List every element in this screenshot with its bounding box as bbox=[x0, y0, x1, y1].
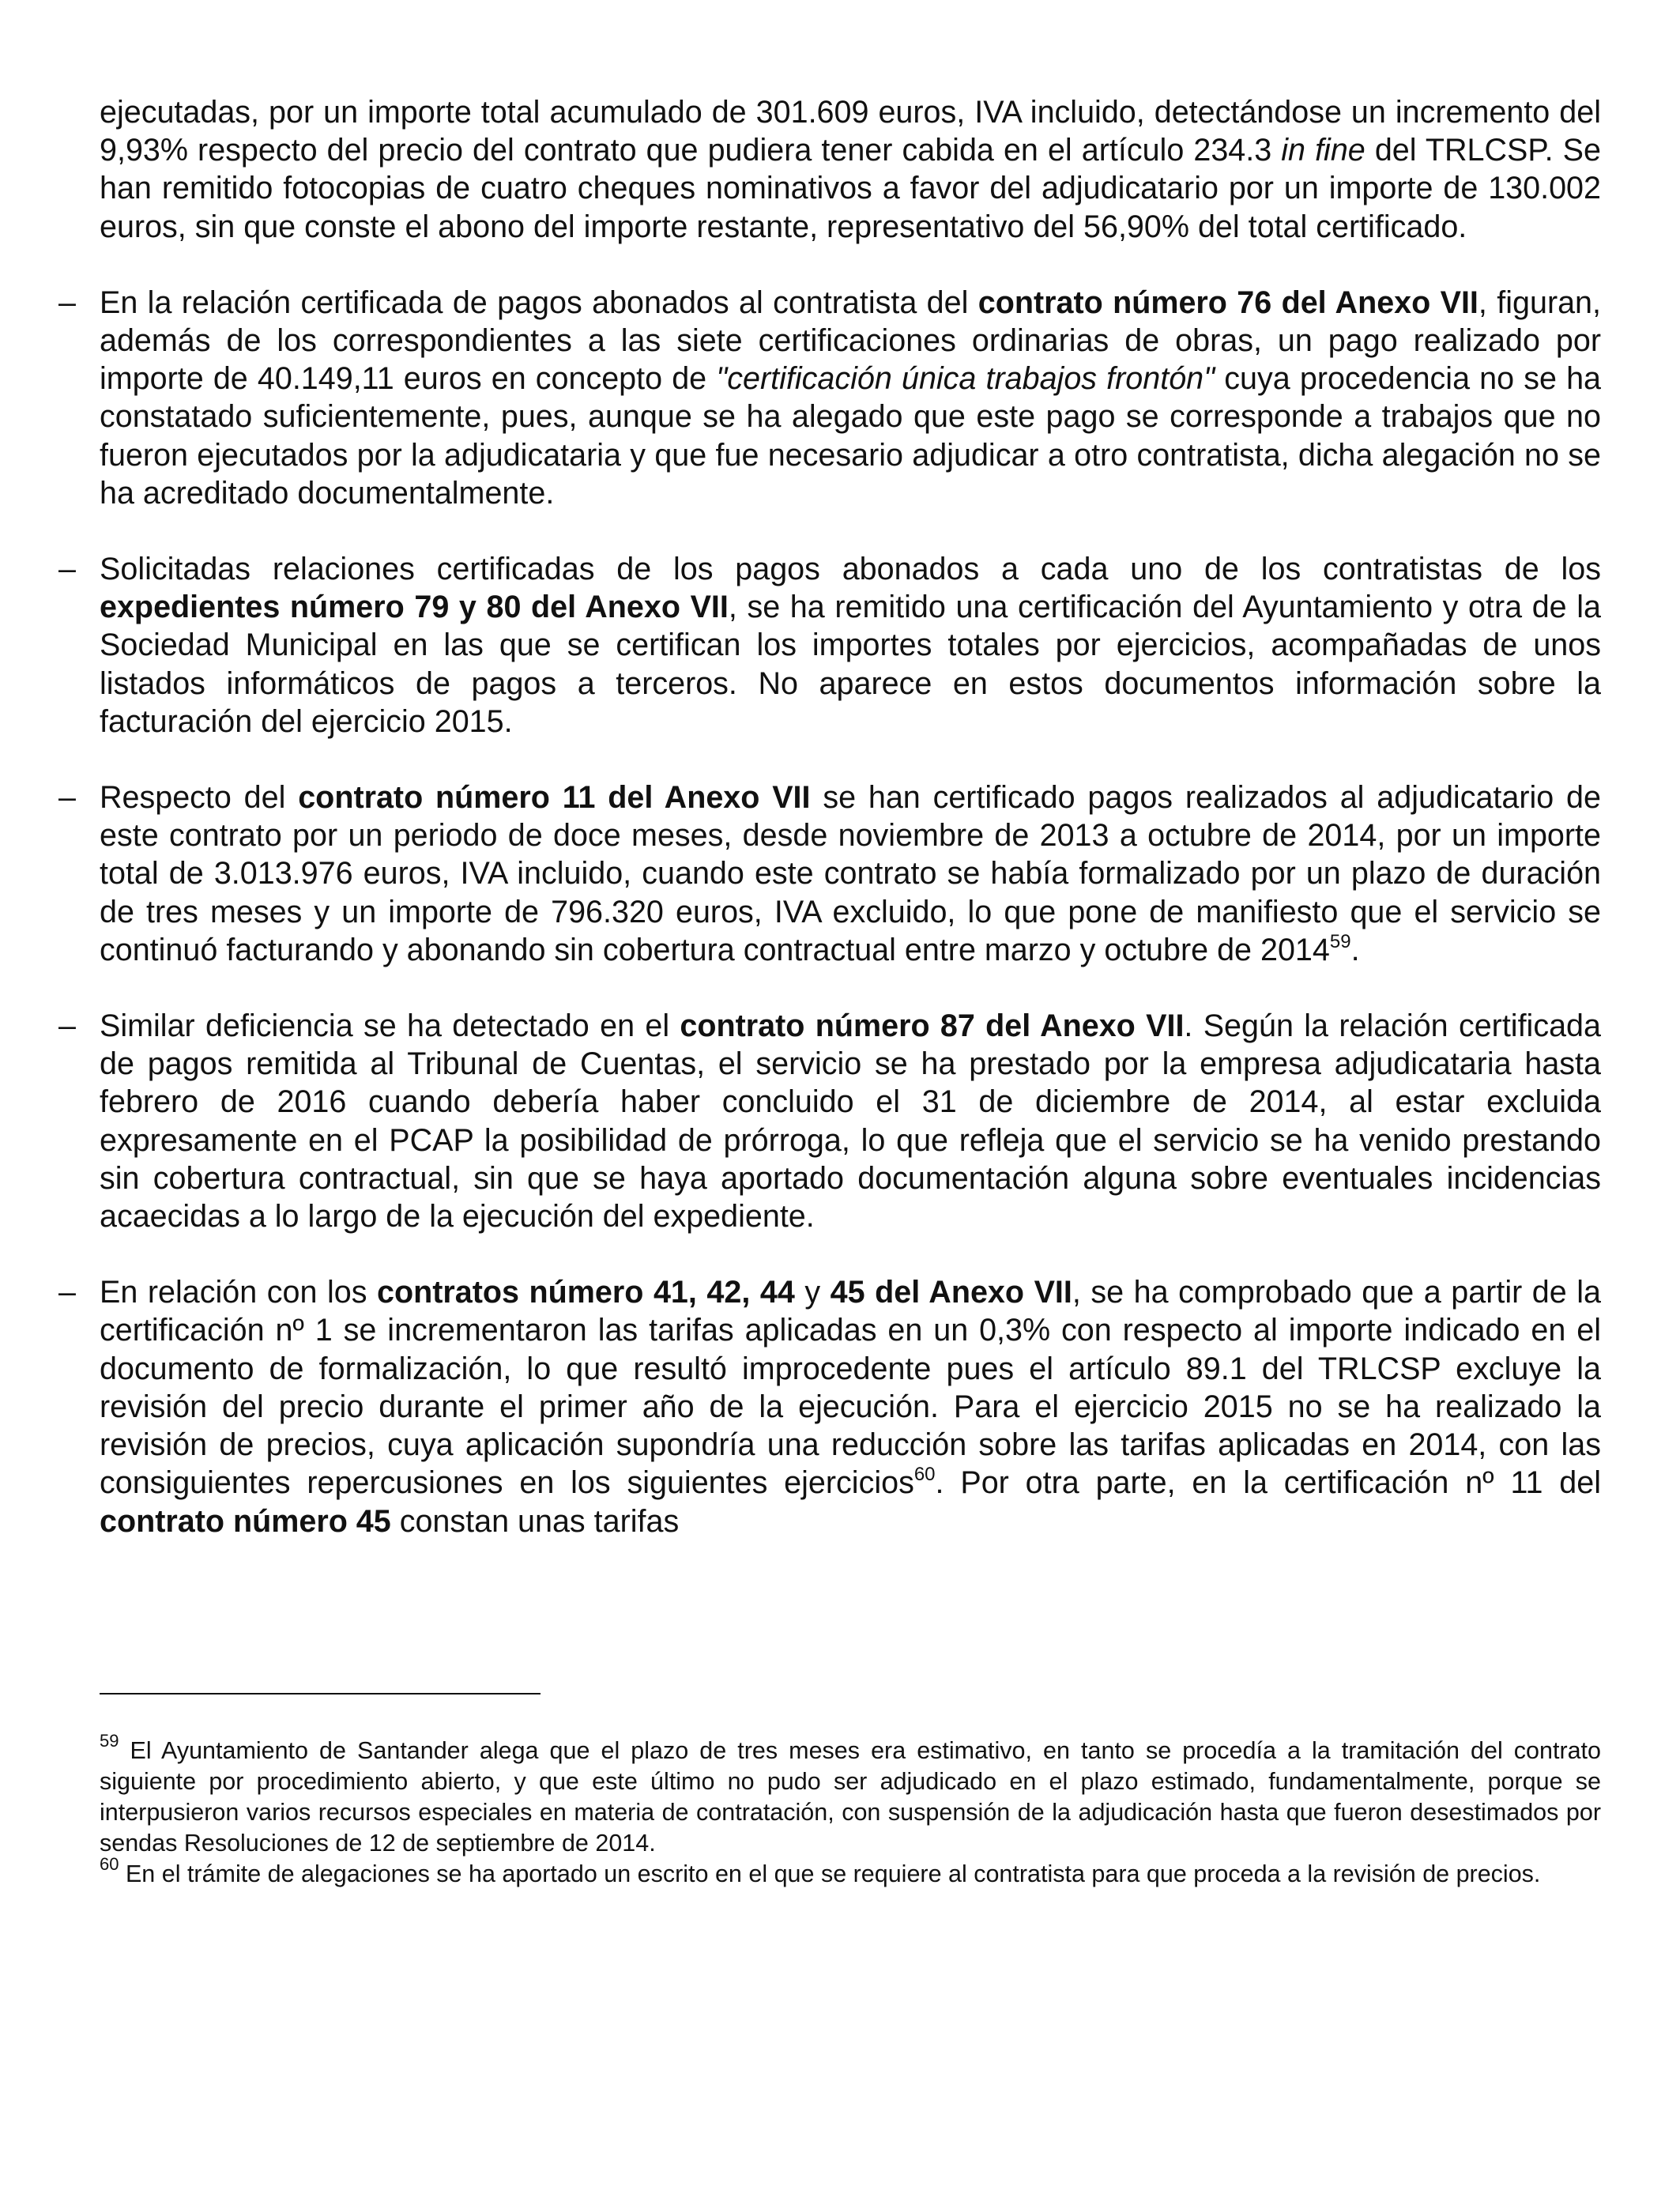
item-text: En relación con los bbox=[100, 1275, 378, 1310]
item-text: Similar deficiencia se ha detectado en el bbox=[100, 1008, 680, 1044]
item-text: . bbox=[1350, 932, 1360, 967]
intro-text-2: del TRLCSP. Se han remitido fotocopias de cuatro cheques nominativos a favor del adjudicatario por un importe de 130.002 euros, sin que conste el abono del importe restante, representativo del 56,90% del total certificado. bbox=[100, 133, 1601, 244]
footnote-ref-60[interactable]: 60 bbox=[913, 1464, 936, 1486]
footnote-number: 59 bbox=[100, 1730, 119, 1751]
item-bold: contrato número 45 bbox=[100, 1503, 391, 1539]
item-text: Solicitadas relaciones certificadas de los pagos abonados a cada uno de los contratistas de los bbox=[100, 552, 1601, 587]
item-text: se han certificado pagos realizados al adjudicatario de este contrato por un periodo de doce meses, desde noviembre de 2013 a octubre de 2014, por un importe total de 3.013.976 euros, IVA incluido, cuando este contrato se había formalizado por un plazo de duración de tres meses y un importe de 796.320 euros, IVA excluido, lo que pone de manifiesto que el servicio se continuó facturando y abonando sin cobertura contractual entre marzo y octubre de 2014 bbox=[100, 780, 1601, 967]
bullet-dash: – bbox=[58, 1008, 76, 1044]
bullet-dash: – bbox=[58, 780, 76, 816]
item-bold: contrato número 11 del Anexo VII bbox=[298, 780, 811, 816]
footnote-text: El Ayuntamiento de Santander alega que el plazo de tres meses era estimativo, en tanto se procedía a la tramitación del contrato siguiente por procedimiento abierto, y que este último no pudo ser adjudicado en el plazo estimado, fundamentalmente, porque se interpusieron varios recursos especiales en materia de contratación, con suspensión de la adjudicación hasta que fueron desestimados por sendas Resoluciones de 12 de septiembre de 2014. bbox=[100, 1737, 1601, 1857]
bullet-dash: – bbox=[58, 552, 76, 587]
item-text: , se ha remitido una certificación del Ayuntamiento y otra de la Sociedad Municipal en las que se certifican los importes totales por ejercicios, acompañadas de unos listados informáticos de pagos a terceros. No aparece en estos documentos información sobre la facturación del ejercicio 2015. bbox=[100, 590, 1601, 739]
footnote-ref-59[interactable]: 59 bbox=[1329, 930, 1351, 952]
list-item bbox=[58, 1007, 1601, 1235]
bullet-dash: – bbox=[58, 1275, 76, 1310]
intro-paragraph bbox=[100, 93, 1601, 246]
item-italic-quote: "certificación única trabajos frontón" bbox=[716, 361, 1215, 397]
item-bold: expedientes número 79 y 80 del Anexo VII bbox=[100, 590, 729, 625]
document-body bbox=[58, 93, 1602, 1578]
list-item bbox=[58, 284, 1602, 512]
footnote-text: En el trámite de alegaciones se ha aportado un escrito en el que se requiere al contratista para que proceda a la revisión de precios. bbox=[119, 1860, 1541, 1887]
list-item bbox=[58, 550, 1601, 741]
footnote-number: 60 bbox=[100, 1853, 119, 1874]
bullet-dash: – bbox=[58, 285, 76, 320]
item-text: cuya procedencia no se ha constatado suficientemente, pues, aunque se ha alegado que este pago se corresponde a trabajos que no fueron ejecutados por la adjudicataria y que fue necesario adjudicar a otro contratista, dicha alegación no se ha acreditado documentalmente. bbox=[100, 361, 1601, 511]
footnotes bbox=[100, 1730, 1601, 1890]
item-text: . Según la relación certificada de pagos remitida al Tribunal de Cuentas, el servicio se ha prestado por la empresa adjudicataria hasta febrero de 2016 cuando debería haber concluido el 31 de diciembre de 2014, al estar excluida expresamente en el PCAP la posibilidad de prórroga, lo que refleja que el servicio se ha venido prestando sin cobertura contractual, sin que se haya aportado documentación alguna sobre eventuales incidencias acaecidas a lo largo de la ejecución del expediente. bbox=[100, 1008, 1601, 1235]
item-bold: contrato número 76 del Anexo VII bbox=[977, 285, 1478, 320]
item-text: Respecto del bbox=[100, 780, 299, 816]
intro-text-1: ejecutadas, por un importe total acumulado de 301.609 euros, IVA incluido, detectándose un incremento del 9,93% respecto del precio del contrato que pudiera tener cabida en el artículo 234.3 bbox=[100, 95, 1601, 168]
intro-italic-term: in fine bbox=[1281, 133, 1365, 168]
item-text: En la relación certificada de pagos abonados al contratista del bbox=[100, 285, 978, 320]
footnote-60 bbox=[100, 1853, 1601, 1890]
list-item bbox=[58, 778, 1601, 969]
item-text: constan unas tarifas bbox=[390, 1503, 680, 1539]
item-bold: 45 del Anexo VII bbox=[830, 1275, 1072, 1310]
item-bold: contratos número 41, 42, 44 bbox=[377, 1275, 795, 1310]
list-item bbox=[58, 1273, 1602, 1540]
item-text: . Por otra parte, en la certificación nº 11 del bbox=[935, 1465, 1602, 1501]
footnote-divider bbox=[100, 1693, 541, 1695]
item-bold: contrato número 87 del Anexo VII bbox=[680, 1008, 1185, 1044]
footnote-59 bbox=[100, 1730, 1601, 1859]
item-text: , figuran, además de los correspondientes a las siete certificaciones ordinarias de obras, un pago realizado por importe de 40.149,11 euros en concepto de bbox=[100, 285, 1602, 397]
item-text: , se ha comprobado que a partir de la certificación nº 1 se incrementaron las tarifas aplicadas en un 0,3% con respecto al importe indicado en el documento de formalización, lo que resultó improcedente pues el artículo 89.1 del TRLCSP excluye la revisión del precio durante el primer año de la ejecución. Para el ejercicio 2015 no se ha realizado la revisión de precios, cuya aplicación supondría una reducción sobre las tarifas aplicadas en 2014, con las consiguientes repercusiones en los siguientes ejercicios bbox=[100, 1275, 1602, 1501]
item-text: y bbox=[794, 1275, 831, 1310]
